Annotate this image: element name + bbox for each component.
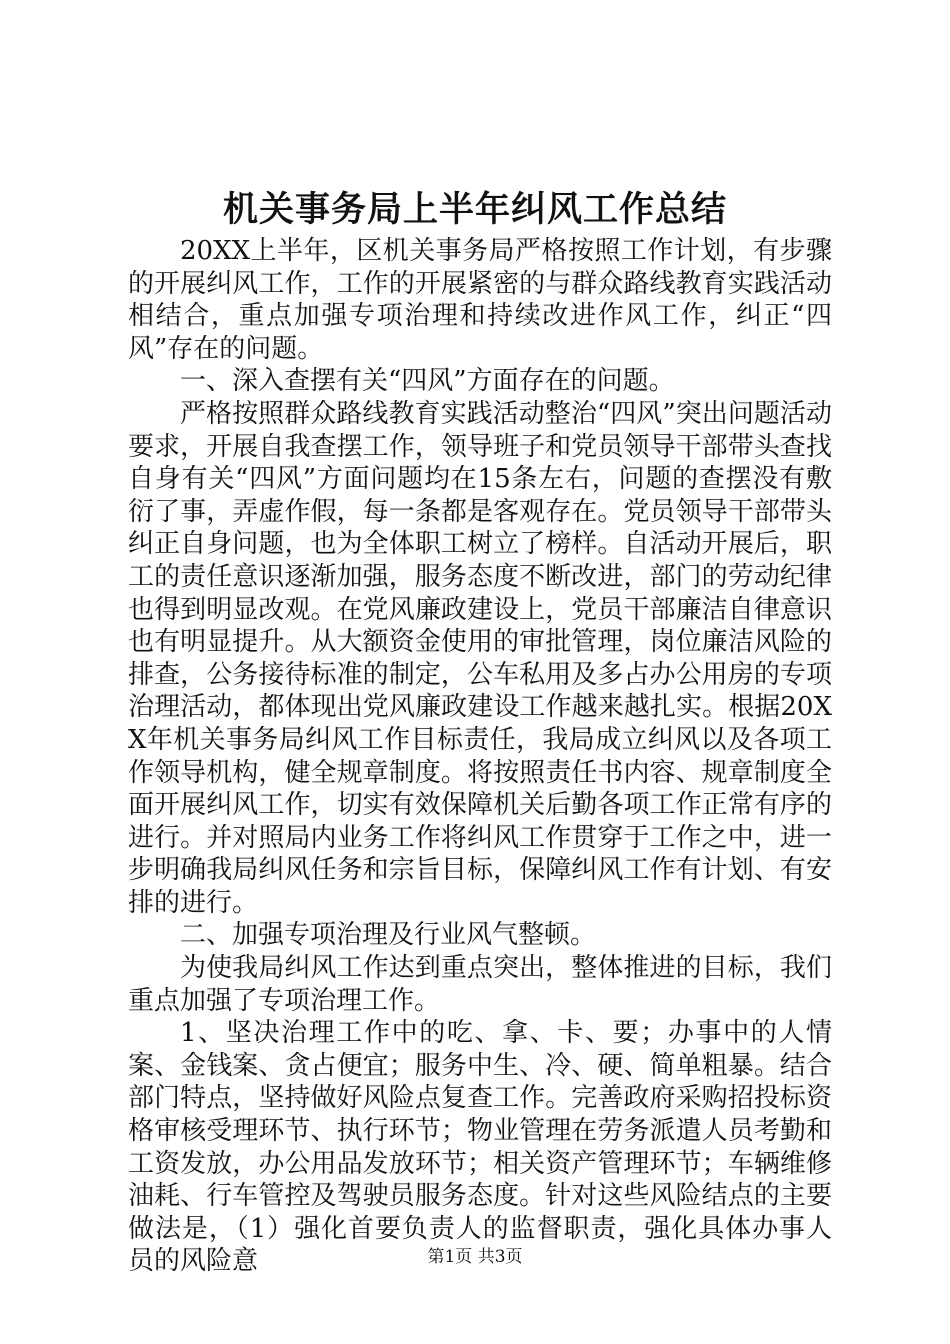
document-title: 机关事务局上半年纠风工作总结 [222,189,727,230]
section-2-paragraph: 为使我局纠风工作达到重点突出，整体推进的目标，我们重点加强了专项治理工作。 [128,953,832,1016]
section-1-paragraph: 严格按照群众路线教育实践活动整治“四风”突出问题活动要求，开展自我查摆工作，领导班子和党员领导干部带头查找自身有关“四风”方面问题均在15条左右，问题的查摆没有敷衍了事，弄虚作假，每一条都是客观存在。党员领导干部带头纠正自身问题，也为全体职工树立了榜样。自活动开展后，职工的责任意识逐渐加强，服务态度不断改进，部门的劳动纪律也得到明显改观。在党风廉政建设上，党员干部廉洁自律意识也有明显提升。从大额资金使用的审批管理，岗位廉洁风险的排查，公务接待标准的制定，公车私用及多占办公用房的专项治理活动，都体现出党风廉政建设工作越来越扎实。根据20XX年机关事务局纠风工作目标责任，我局成立纠风以及各项工作领导机构，健全规章制度。将按照责任书内容、规章制度全面开展纠风工作，切实有效保障机关后勤各项工作正常有序的进行。并对照局内业务工作将纠风工作贯穿于工作之中，进一步明确我局纠风任务和宗旨目标，保障纠风工作有计划、有安排的进行。 [128,398,832,918]
section-heading-1: 一、深入查摆有关“四风”方面存在的问题。 [180,366,675,397]
section-2-item-1-paragraph: 1、坚决治理工作中的吃、拿、卡、要；办事中的人情案、金钱案、贪占便宜；服务中生、冷、硬、简单粗暴。结合部门特点，坚持做好风险点复查工作。完善政府采购招投标资格审核受理环节、执行环节；物业管理在劳务派遣人员考勤和工资发放，办公用品发放环节；相关资产管理环节；车辆维修油耗、行车管控及驾驶员服务态度。针对这些风险结点的主要做法是，（1）强化首要负责人的监督职责，强化具体办事人员的风险意 [128,1018,832,1277]
section-heading-2: 二、加强专项治理及行业风气整顿。 [180,920,597,951]
page-number-footer: 第1页 共3页 [427,1247,523,1267]
intro-paragraph: 20XX上半年，区机关事务局严格按照工作计划，有步骤的开展纠风工作，工作的开展紧密的与群众路线教育实践活动相结合，重点加强专项治理和持续改进作风工作，纠正“四风”存在的问题。 [128,236,832,364]
document-body [128,235,832,1278]
